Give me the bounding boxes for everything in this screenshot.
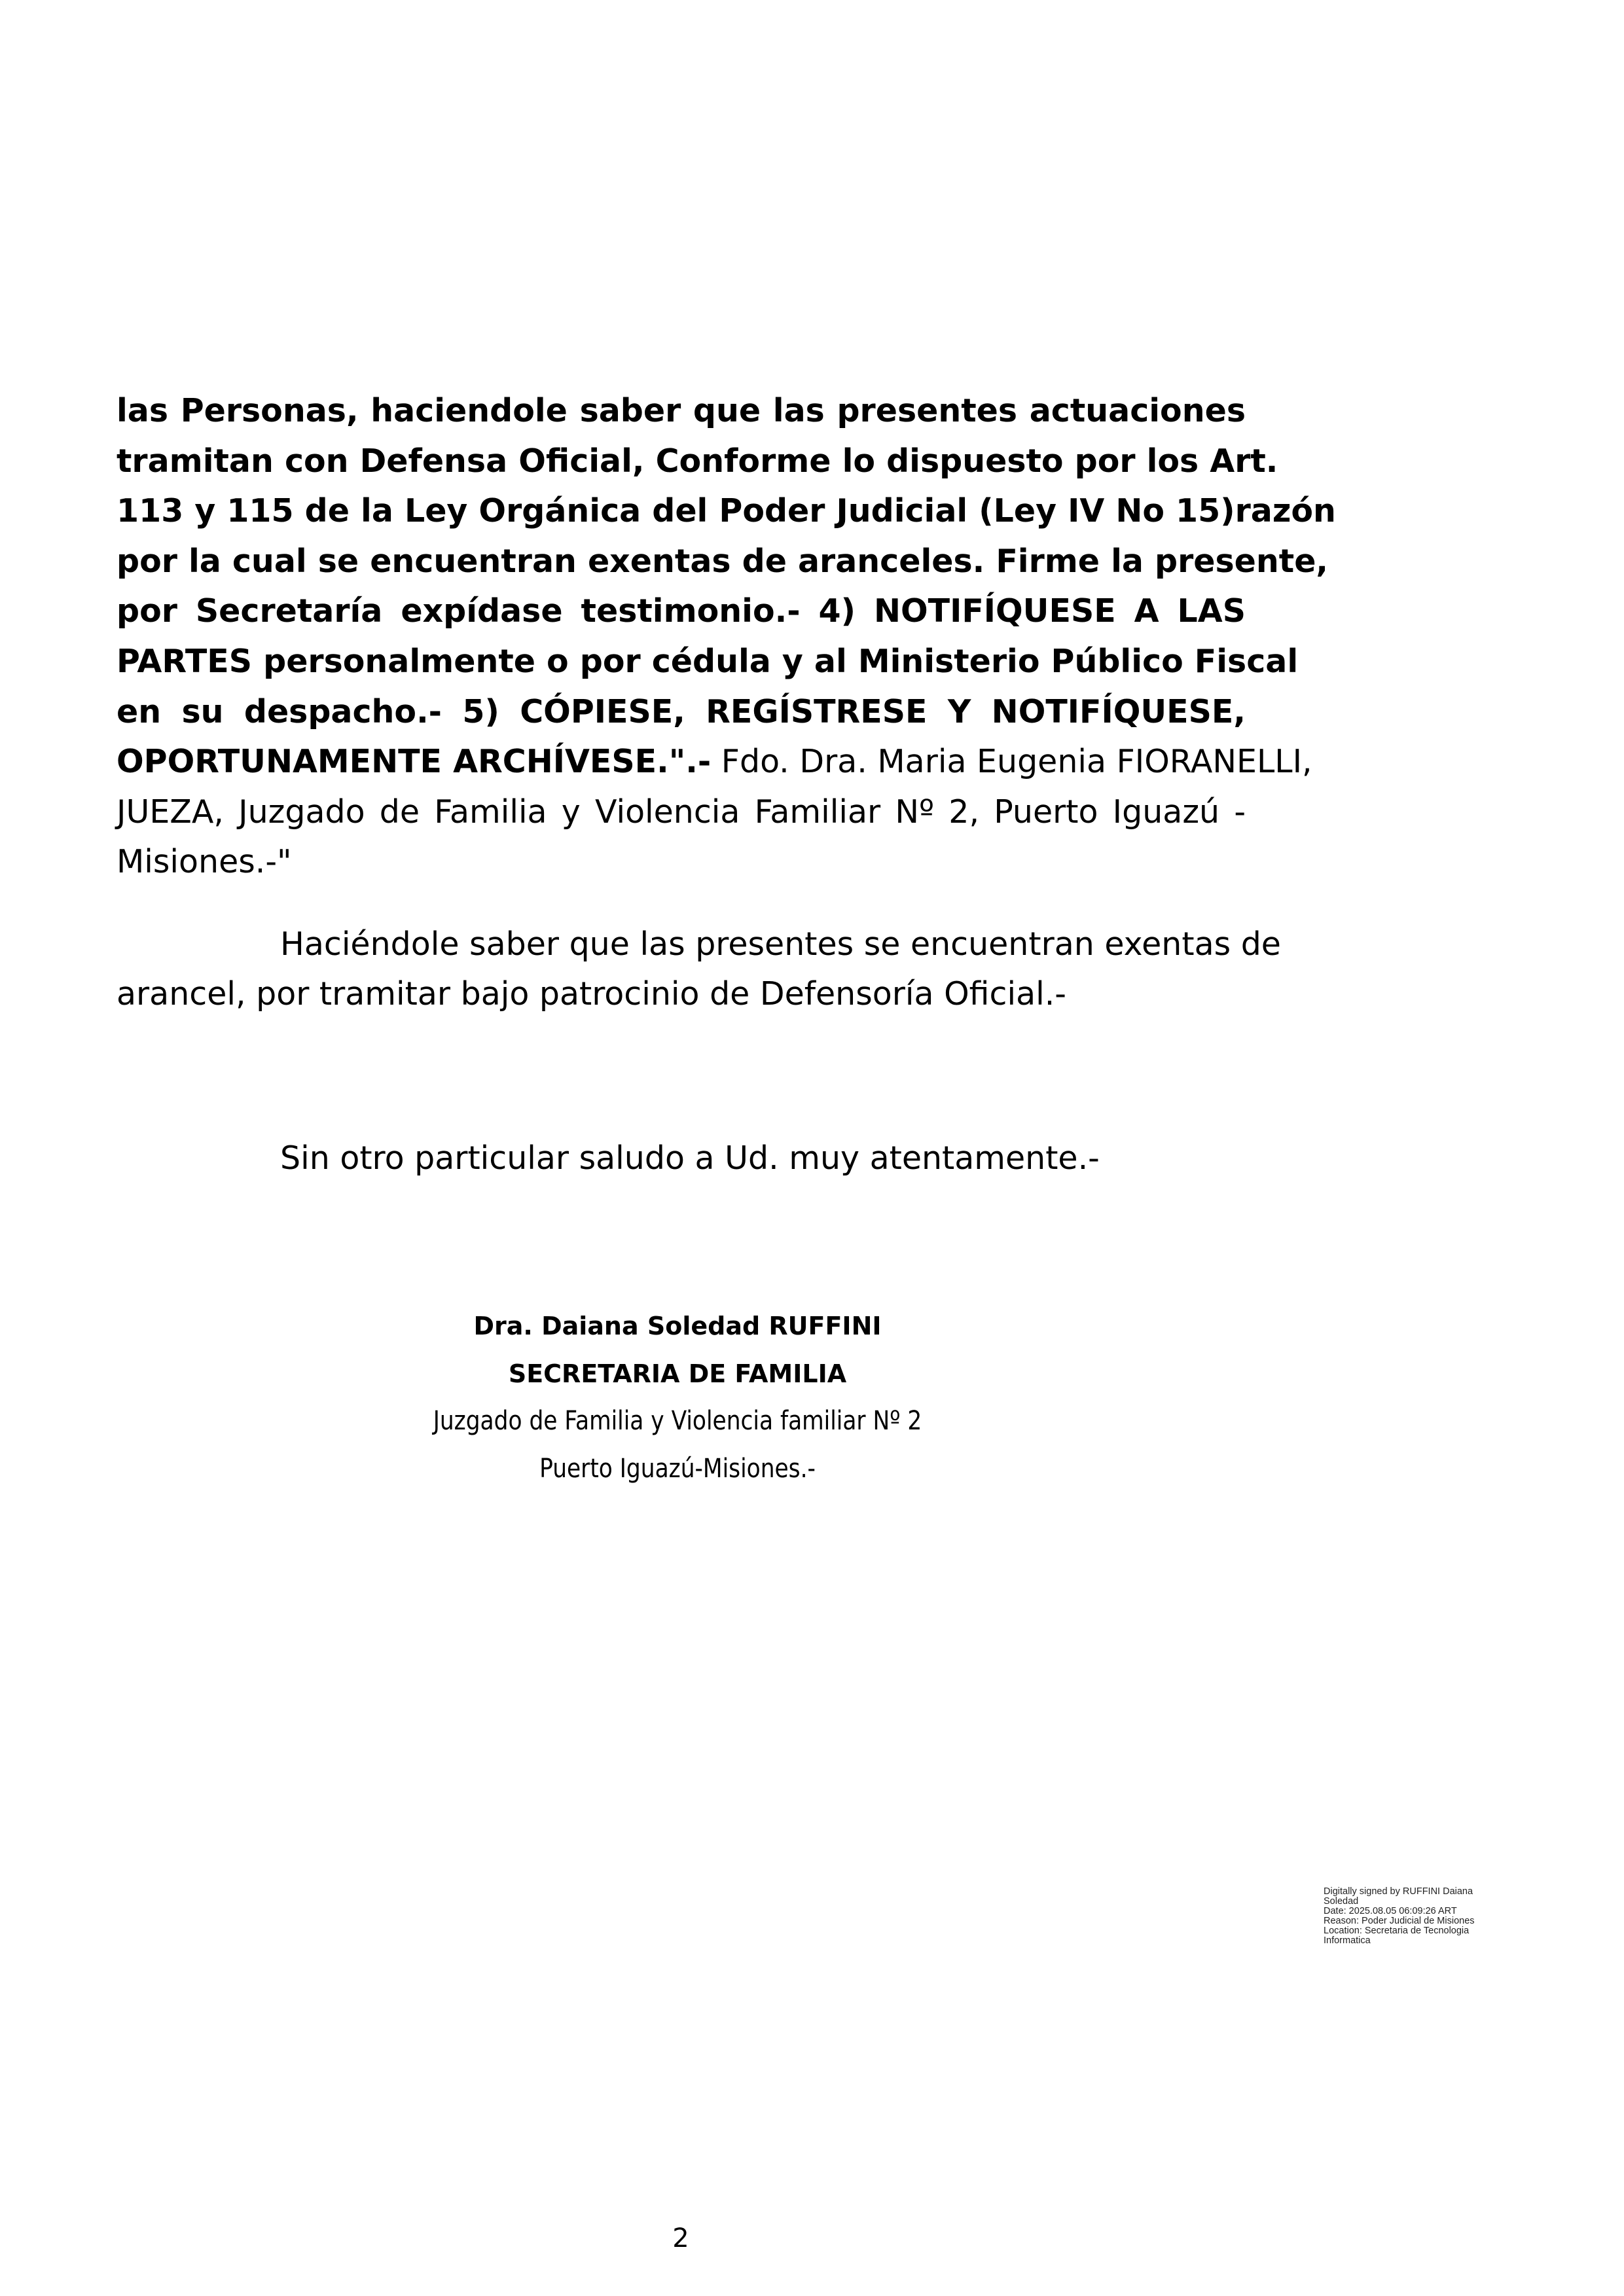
- signer-location: Puerto Iguazú-Misiones.-: [539, 1453, 816, 1484]
- signer-name: Dra. Daiana Soledad RUFFINI: [473, 1312, 882, 1340]
- digital-signature-stamp: [1324, 1887, 1520, 1946]
- exemption-line-1: Haciéndole saber que las presentes se encuentran exentas de: [280, 925, 1281, 963]
- bold-text: las Personas, haciendole saber que las presentes actuaciones: [117, 392, 1246, 429]
- bold-text: tramitan con Defensa Oficial, Conforme lo dispuesto por los Art.: [117, 442, 1278, 480]
- paragraph-line: [117, 386, 1246, 437]
- paragraph-line: [117, 787, 1246, 838]
- digsig-line: Informatica: [1324, 1935, 1371, 1946]
- digsig-line: Date: 2025.08.05 06:09:26 ART: [1324, 1906, 1457, 1916]
- paragraph-line: [117, 586, 1246, 637]
- paragraph-line: [117, 637, 1299, 687]
- digsig-line: Digitally signed by RUFFINI Daiana: [1324, 1886, 1473, 1897]
- paragraph-line: [117, 486, 1336, 537]
- signature-block: [353, 1302, 1001, 1492]
- signer-title: SECRETARIA DE FAMILIA: [508, 1359, 847, 1388]
- paragraph-line: [117, 437, 1278, 487]
- resolution-paragraph: [117, 386, 1336, 888]
- digsig-line: Reason: Poder Judicial de Misiones: [1324, 1916, 1475, 1926]
- bold-text: por la cual se encuentran exentas de aranceles. Firme la presente,: [117, 542, 1329, 580]
- bold-text: por Secretaría expídase testimonio.- 4) NOTIFÍQUESE A LAS: [117, 592, 1246, 630]
- bold-text: PARTES personalmente o por cédula y al Ministerio Público Fiscal: [117, 642, 1299, 680]
- regular-text: Misiones.-": [117, 843, 292, 881]
- paragraph-line: [117, 837, 1246, 888]
- exemption-line-2: arancel, por tramitar bajo patrocinio de Defensoría Oficial.-: [117, 975, 1066, 1013]
- paragraph-line: [117, 537, 1329, 587]
- closing-greeting: Sin otro particular saludo a Ud. muy atentamente.-: [280, 1139, 1100, 1177]
- bold-text: OPORTUNAMENTE ARCHÍVESE.".-: [117, 743, 712, 781]
- digsig-line: Soledad: [1324, 1896, 1359, 1907]
- bold-text: 113 y 115 de la Ley Orgánica del Poder Judicial (Ley IV No 15)razón: [117, 492, 1336, 530]
- regular-text: JUEZA, Juzgado de Familia y Violencia Familiar Nº 2, Puerto Iguazú -: [117, 793, 1246, 831]
- bold-text: en su despacho.- 5) CÓPIESE, REGÍSTRESE Y NOTIFÍQUESE,: [117, 692, 1246, 730]
- digsig-line: Location: Secretaria de Tecnologia: [1324, 1926, 1470, 1936]
- page-number: 2: [672, 2223, 689, 2253]
- exemption-paragraph: [117, 920, 1281, 1019]
- paragraph-line: [117, 737, 1312, 787]
- regular-text: Fdo. Dra. Maria Eugenia FIORANELLI,: [711, 743, 1312, 781]
- signer-court: Juzgado de Familia y Violencia familiar Nº 2: [433, 1406, 922, 1436]
- paragraph-line: [117, 687, 1246, 738]
